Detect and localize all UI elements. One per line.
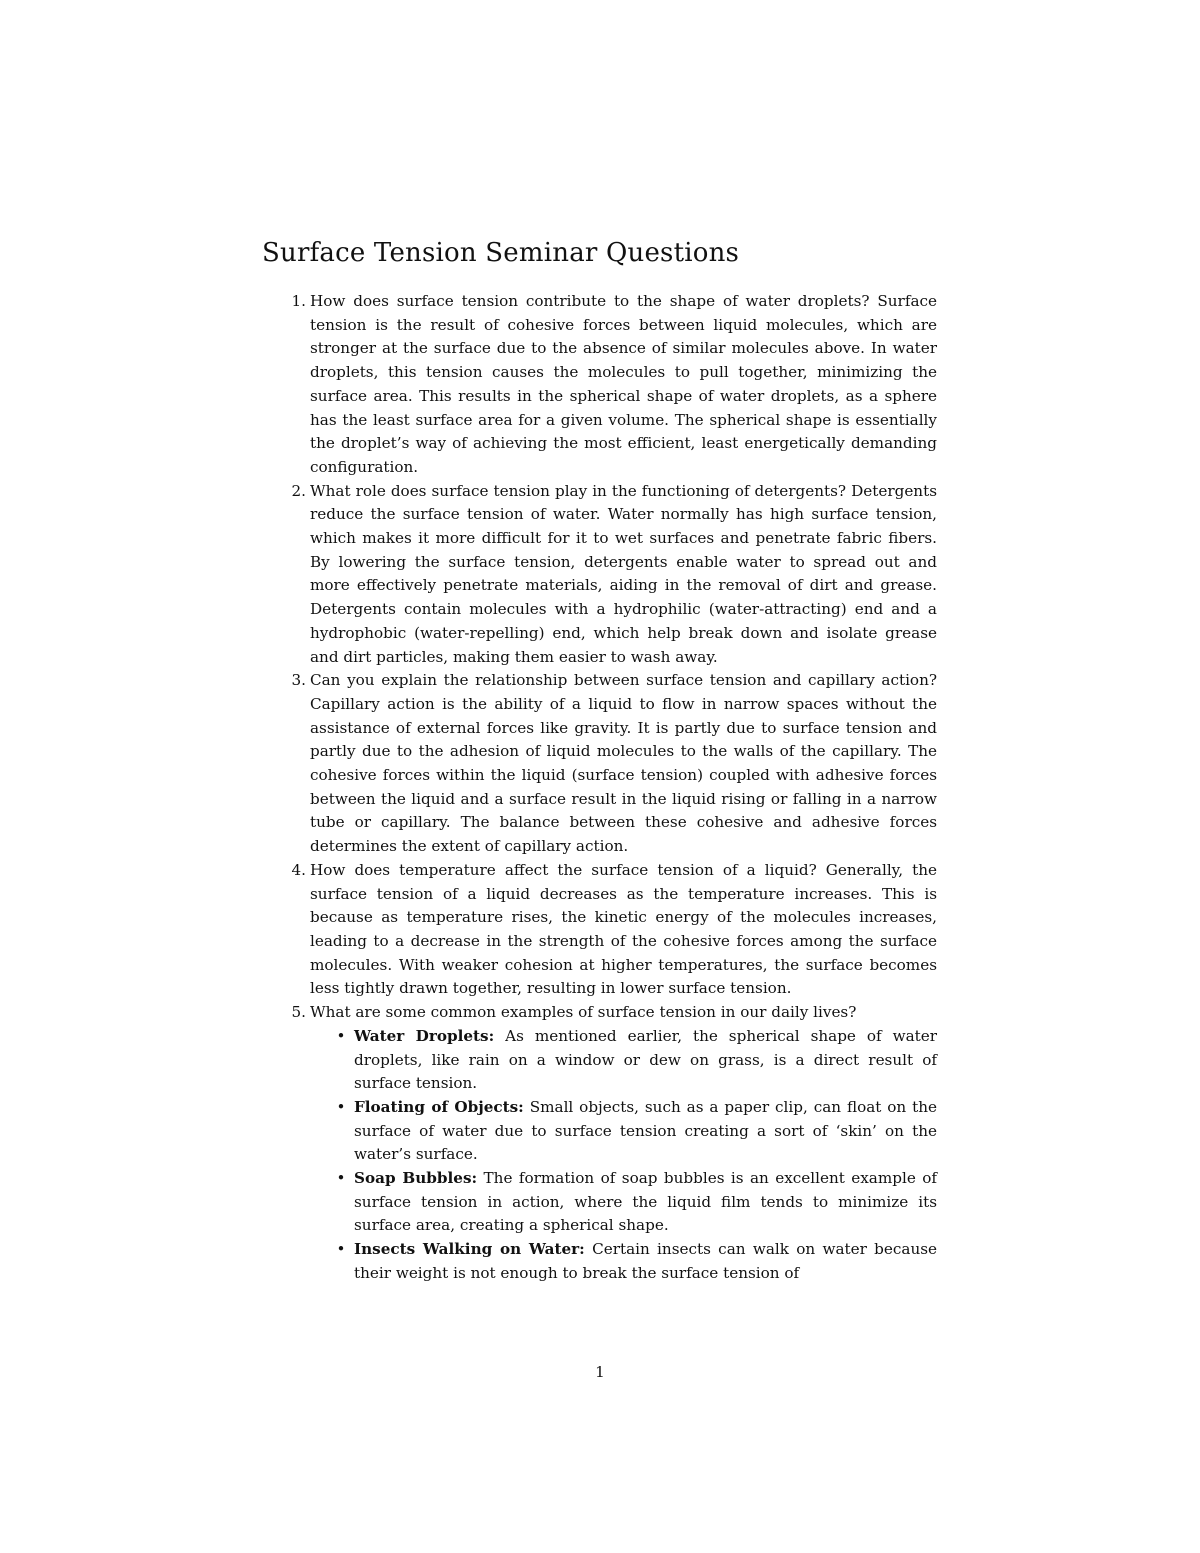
example-label: Water Droplets: (354, 1026, 495, 1045)
bullet-icon: • (336, 1169, 346, 1188)
example-label: Insects Walking on Water: (354, 1240, 585, 1259)
examples-list (310, 1025, 937, 1286)
example-item (336, 1096, 937, 1167)
question-item (291, 1001, 938, 1285)
question-text: What are some common examples of surface tension in our daily lives? (310, 1003, 857, 1022)
question-number: 3. (291, 671, 306, 690)
bullet-icon: • (336, 1026, 346, 1045)
question-item (291, 480, 937, 670)
question-list (291, 290, 938, 1286)
question-number: 2. (291, 481, 306, 500)
example-item (336, 1167, 937, 1238)
example-item (336, 1025, 937, 1096)
question-text: How does temperature affect the surface tension of a liquid? Generally, the surface tension of a liquid decreases as the temperature increases. This is because as temperature rises, the kinetic energy of the molecules increases, leading to a decrease in the strength of the cohesive forces among the surface molecules. With weaker cohesion at higher temperatures, the surface becomes less tightly drawn together, resulting in lower surface tension. (310, 860, 937, 998)
example-text: As mentioned earlier, the spherical shape of water droplets, like rain on a window or dew on grass, is a direct result of surface tension. (354, 1026, 937, 1093)
example-label: Floating of Objects: (354, 1097, 524, 1116)
example-item (336, 1238, 938, 1285)
question-item (291, 859, 937, 1001)
bullet-icon: • (336, 1097, 346, 1116)
question-number: 5. (291, 1003, 306, 1022)
question-text: How does surface tension contribute to the shape of water droplets? Surface tension is the result of cohesive forces between liquid molecules, which are stronger at the surface due to the absence of similar molecules above. In water droplets, this tension causes the molecules to pull together, minimizing the surface area. This results in the spherical shape of water droplets, as a sphere has the least surface area for a given volume. The spherical shape is essentially the droplet’s way of achieving the most efficient, least energetically demanding configuration. (310, 292, 937, 476)
question-item (291, 669, 937, 859)
example-text: Certain insects can walk on water because their weight is not enough to break the surface tension of (354, 1240, 938, 1282)
document-title: Surface Tension Seminar Questions (262, 238, 740, 268)
example-text: The formation of soap bubbles is an excellent example of surface tension in action, where the liquid film tends to minimize its surface area, creating a spherical shape. (354, 1169, 937, 1235)
example-label: Soap Bubbles: (354, 1169, 478, 1188)
page-number: 1 (595, 1363, 605, 1381)
question-text: Can you explain the relationship between surface tension and capillary action? Capillary action is the ability of a liquid to flow in narrow spaces without the assistance of external forces like gravity. It is partly due to surface tension and partly due to the adhesion of liquid molecules to the walls of the capillary. The cohesive forces within the liquid (surface tension) coupled with adhesive forces between the liquid and a surface result in the liquid rising or falling in a narrow tube or capillary. The balance between these cohesive and adhesive forces determines the extent of capillary action. (310, 671, 937, 856)
bullet-icon: • (336, 1240, 346, 1259)
question-text: What role does surface tension play in the functioning of detergents? Detergents reduce the surface tension of water. Water normally has high surface tension, which makes it more difficult for it to wet surfaces and penetrate fabric fibers. By lowering the surface tension, detergents enable water to spread out and more effectively penetrate materials, aiding in the removal of dirt and grease. Detergents contain molecules with a hydrophilic (water-attracting) end and a hydrophobic (water-repelling) end, which help break down and isolate grease and dirt particles, making them easier to wash away. (310, 481, 937, 666)
example-text: Small objects, such as a paper clip, can float on the surface of water due to surface tension creating a sort of ‘skin’ on the water’s surface. (354, 1097, 937, 1164)
question-number: 1. (291, 292, 306, 310)
question-number: 4. (291, 860, 306, 879)
question-item (291, 290, 937, 480)
